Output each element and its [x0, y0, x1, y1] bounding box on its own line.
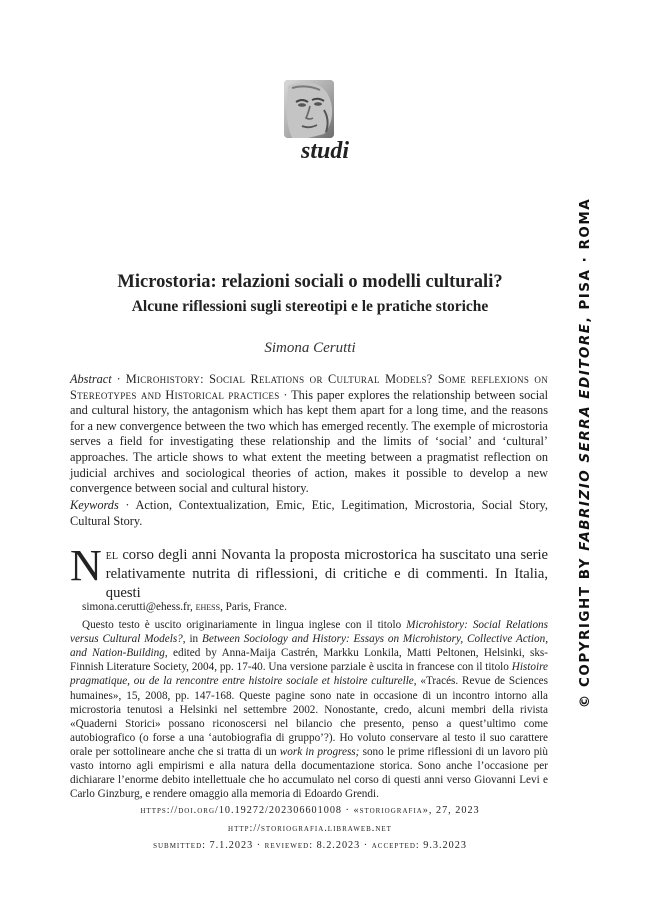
abstract: Abstract · Microhistory: Social Relations or Cultural Models? Some reflexions on Stereotypes and Historical practices · This paper explores the relationship between social and cultural history, the antagonism which has kept them apart for a long time, and the reasons for a new convergence between the two which has emerged recently. The exemple of microstoria serves a field for investigating these relationship and the limits of ‘social’ and ‘cultural’ approaches. The article shows to what extent the meeting between a pragmatist reflection on judicial archives and sociological theories of action, makes it possible to develop a new convergence between social and cultural history. [70, 372, 549, 496]
journal-url: http://storiografia.libraweb.net [228, 823, 392, 834]
copyright-notice [572, 197, 598, 709]
keywords-text: Action, Contextualization, Emic, Etic, Legitimation, Microstoria, Social Story, Cultural Story. [70, 498, 548, 528]
publication-note: Questo testo è uscito originariamente in lingua inglese con il titolo Microhistory: Social Relations versus Cultural Models?, in Between Sociology and History: Essays on Microhistory, Collective Action, and Nation-Building, edited by Anna-Maija Castrén, Markku Lonkila, Matti Peltonen, Helsinki, sks-Finnish Literature Society, 2004, pp. 17-40. Una versione parziale è uscita in francese con il titolo Histoire pragmatique, ou de la rencontre entre histoire sociale et histoire culturelle, «Tracés. Revue de Sciences humaines», 15, 2008, pp. 147-168. Queste pagine sono nate in occasione di un incontro intorno alla microstoria tenutosi a Helsinki nel settembre 2002. Nonostante, credo, alcuni membri della rivista «Quaderni Storici» possano riconoscersi nel bilancio che presento, penso a quest’ultimo come autobiografico (o forse a una ‘autobiografia di gruppo’?). Ho voluto conservare al testo il suo carattere orale per sottolineare anche che si tratta di un work in progress; sono le prime riflessioni di un lavoro più vasto intorno agli empirismi e alla natura della documentazione storica. Sono anche l’occasione per dichiarare l’enorme debito intellettuale che ho accumulato nel corso di questi anni verso Giovanni Levi e Carlo Ginzburg, e rendere omaggio alla memoria di Edoardo Grendi. [70, 619, 548, 801]
doi-line: https://doi.org/10.19272/202306601008 · «storiografia», 27, 2023 [140, 805, 480, 816]
submission-dates: submitted: 7.1.2023 · reviewed: 8.2.2023 · accepted: 9.3.2023 [153, 840, 467, 851]
article-title: Microstoria: relazioni sociali o modelli culturali? [117, 272, 503, 292]
body-paragraph [70, 541, 548, 603]
body-text: corso degli anni Novanta la proposta microstorica ha suscitato una serie relativamente nutrita di riflessioni, di critiche e di commenti. In Italia, questi [105, 547, 548, 601]
keywords-label: Keywords [70, 498, 119, 512]
author-affiliation: simona.cerutti@ehess.fr, ehess, Paris, France. [82, 601, 287, 613]
copyright-text: © COPYRIGHT BY FABRIZIO SERRA EDITORE, PISA · ROMA [577, 197, 593, 709]
abstract-text: This paper explores the relationship between social and cultural history, the antagonism which has kept them apart for a long time, and the reasons for a new convergence between the two which has emerged recently. The exemple of microstoria serves a field for investigating these relationship and the limits of ‘social’ and ‘cultural’ approaches. The article shows to what extent the meeting between a pragmatist reflection on judicial archives and sociological theories of action, makes it possible to develop a new convergence between social and cultural history. [70, 387, 548, 496]
abstract-label: Abstract [70, 372, 112, 386]
drop-cap: N [70, 541, 102, 590]
sculpture-face-image [284, 80, 334, 138]
abstract-english-title: Microhistory: Social Relations or Cultural Models? Some reflexions on Stereotypes and Historical practices [70, 372, 549, 402]
author-email: simona.cerutti@ehess.fr, [82, 601, 193, 613]
article-subtitle: Alcune riflessioni sugli stereotipi e le pratiche storiche [131, 298, 489, 315]
body-lead: el [105, 547, 118, 563]
sculpted-face-vignette [284, 80, 334, 138]
article-author: Simona Cerutti [264, 340, 356, 356]
section-label: studi [300, 138, 350, 164]
footnotes [70, 600, 548, 801]
keywords: Keywords · Action, Contextualization, Emic, Etic, Legitimation, Microstoria, Social Story, Cultural Story. [70, 498, 548, 528]
